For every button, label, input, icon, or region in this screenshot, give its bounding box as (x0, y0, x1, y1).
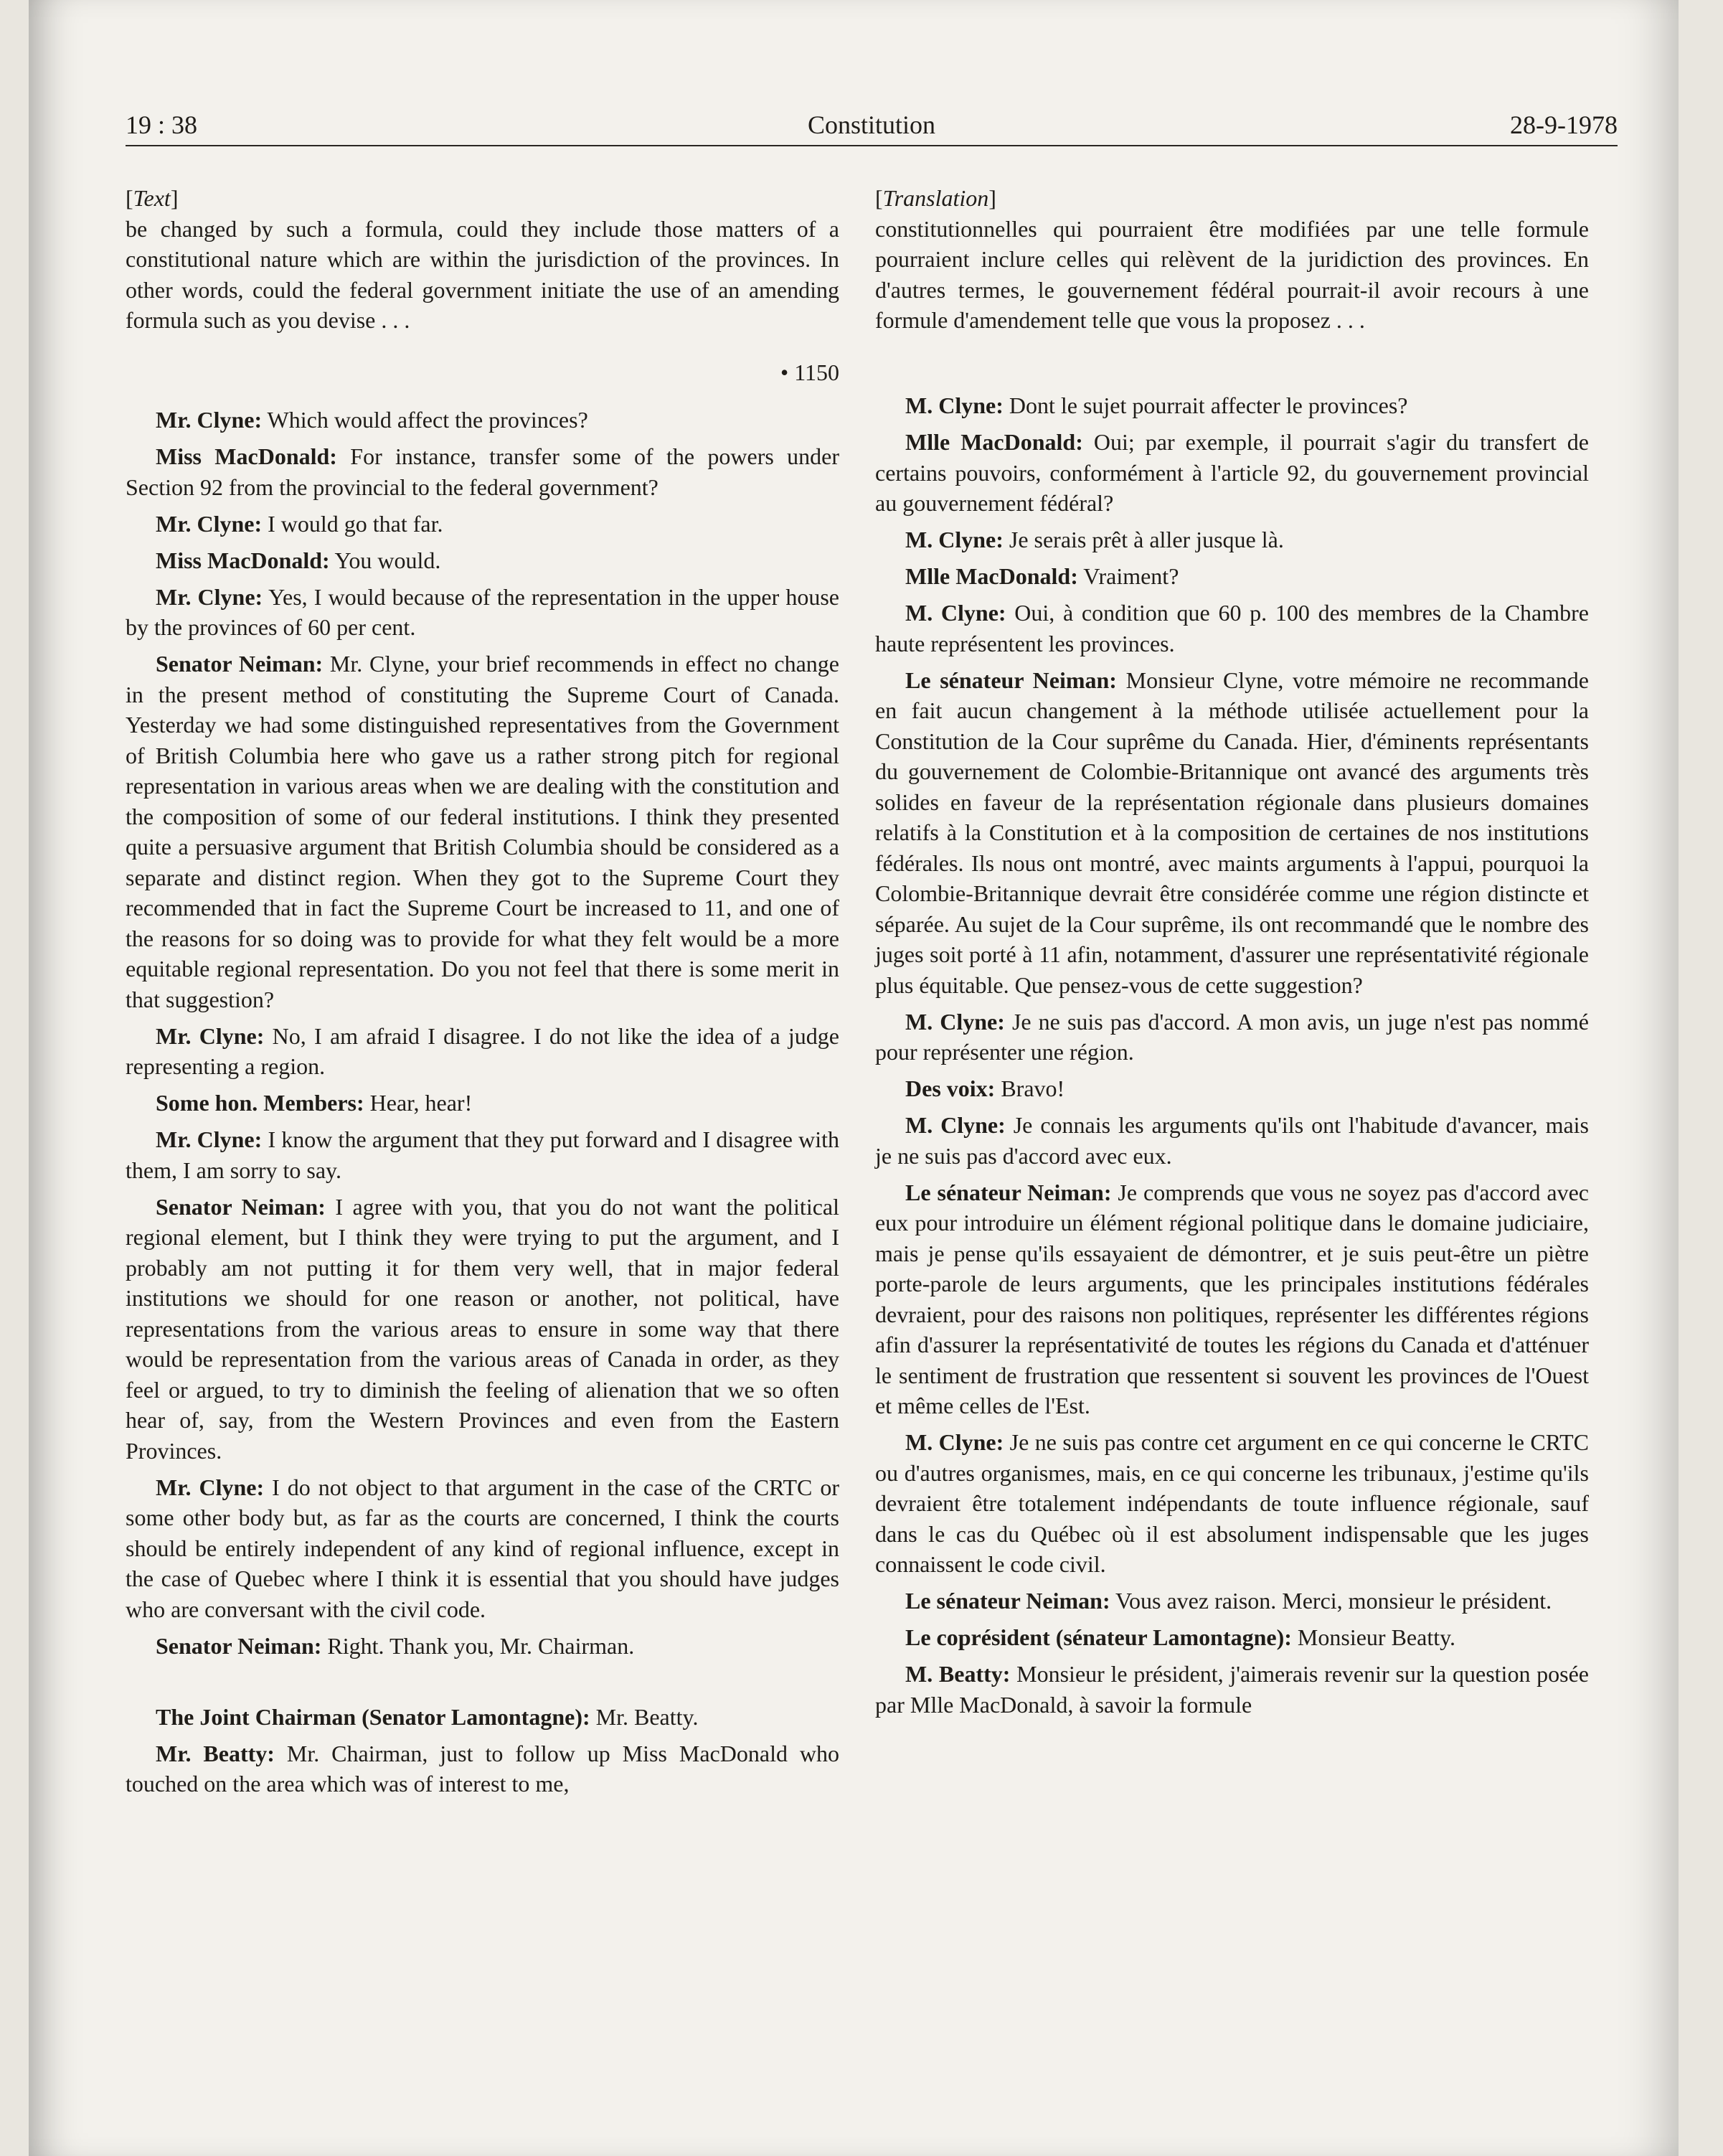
speech-paragraph (126, 1124, 839, 1185)
speech-text: Je connais les arguments qu'ils ont l'habitude d'avancer, mais je ne suis pas d'accord avec eux. (875, 1112, 1590, 1169)
speech-paragraph (875, 1586, 1589, 1616)
column-tag: [Text] (126, 185, 179, 211)
speech-paragraph (875, 665, 1589, 1001)
speaker-name: Mr. Clyne: (156, 510, 263, 537)
running-title: Constitution (807, 110, 936, 139)
speech-paragraph (875, 1659, 1589, 1720)
speaker-name: M. Clyne: (905, 392, 1004, 418)
intro-paragraph: constitutionnelles qui pourraient être modifiées par une telle formule pourraient inclure celles qui relèvent de la juridiction des provinces. En d'autres termes, le gouvernement fédéral pourrait-il avoir recours à une formule d'amendement telle que vous la proposez . . . (875, 215, 1589, 333)
speech-paragraph (126, 1472, 839, 1625)
speech-text: No, I am afraid I disagree. I do not like the idea of a judge representing a region. (126, 1022, 840, 1079)
speaker-name: Mr. Beatty: (156, 1740, 275, 1766)
issue-date: 28-9-1978 (1510, 110, 1618, 139)
speech-paragraph (126, 649, 839, 1015)
french-paragraphs (875, 390, 1589, 1720)
speech-paragraph (126, 582, 839, 643)
speaker-name: Le coprésident (sénateur Lamontagne): (905, 1624, 1292, 1650)
speaker-name: Senator Neiman: (156, 1632, 322, 1659)
speech-text: Yes, I would because of the representation in the upper house by the provinces of 60 per cent. (126, 583, 840, 640)
speaker-name: Le sénateur Neiman: (905, 667, 1117, 693)
speech-text: I agree with you, that you do not want the political regional element, but I think they were trying to put the argument, and I probably am not putting it for them very well, that in major federal institutions we should for one reason or another, not political, have representations from the various areas to ensure in some way that there would be representation from the various areas of Canada in order, as they feel or argued, to try to diminish the feeling of alienation that we so often hear of, say, from the Western Provinces and even from the Eastern Provinces. (126, 1193, 840, 1464)
speech-paragraph (875, 598, 1589, 659)
speech-paragraph (875, 561, 1589, 592)
speaker-name: Mr. Clyne: (156, 1474, 265, 1500)
speech-paragraph (875, 1110, 1589, 1171)
speech-text: Monsieur Clyne, votre mémoire ne recommande en fait aucun changement à la méthode utilisée actuellement pour la Constitution de la Cour suprême du Canada. Hier, d'éminents représentants du gouvernement de Colombie-Britannique ont avancé des arguments très solides en faveur de la représentation régionale dans plusieurs domaines relatifs à la Constitution et à la composition de certaines de nos institutions fédérales. Ils nous ont montré, avec maints arguments à l'appui, pourquoi la Colombie-Britannique devrait être considérée comme une région distincte et séparée. Au sujet de la Cour suprême, ils ont recommandé que le nombre des juges soit porté à 11 afin, notamment, d'assurer une représentativité régionale plus équitable. Que pensez-vous de cette suggestion? (875, 667, 1589, 998)
speech-text: Right. Thank you, Mr. Chairman. (321, 1632, 635, 1659)
speech-text: Monsieur Beatty. (1291, 1624, 1456, 1650)
speaker-name: Miss MacDonald: (156, 547, 330, 573)
speech-paragraph (126, 405, 839, 436)
speech-paragraph (875, 1007, 1589, 1068)
speech-paragraph (126, 1021, 839, 1082)
speech-text: Vraiment? (1077, 563, 1179, 589)
speech-paragraph (875, 1177, 1589, 1421)
speech-text: Mr. Beatty. (590, 1703, 699, 1730)
speech-paragraph (875, 427, 1589, 519)
speech-paragraph (126, 509, 839, 540)
time-marker: • 1150 (780, 359, 839, 385)
english-paragraphs-continued (126, 1702, 839, 1799)
speaker-name: Mr. Clyne: (156, 407, 263, 433)
speech-text: You would. (329, 547, 441, 573)
page-folio: 19 : 38 (126, 110, 198, 139)
speaker-name: Mr. Clyne: (156, 1022, 265, 1049)
speech-paragraph (126, 1192, 839, 1467)
speaker-name: Senator Neiman: (156, 651, 324, 677)
speech-paragraph (126, 1702, 839, 1733)
speech-paragraph (875, 1622, 1589, 1653)
speech-text: I know the argument that they put forward and I disagree with them, I am sorry to say. (126, 1126, 840, 1183)
speech-text: Monsieur le président, j'aimerais revenir sur la question posée par Mlle MacDonald, à savoir la formule (875, 1661, 1590, 1718)
speech-paragraph (875, 1073, 1589, 1104)
speech-text: Oui, à condition que 60 p. 100 des membres de la Chambre haute représentent les provinces. (875, 600, 1590, 656)
speaker-name: Senator Neiman: (156, 1193, 326, 1220)
speech-text: Hear, hear! (364, 1090, 473, 1116)
speaker-name: M. Clyne: (905, 1008, 1005, 1035)
speech-text: Bravo! (995, 1075, 1065, 1101)
page-header (126, 108, 1618, 146)
speech-paragraph (126, 545, 839, 576)
speech-text: Vous avez raison. Merci, monsieur le président. (1110, 1588, 1552, 1614)
document-page (29, 0, 1679, 2156)
speech-text: Je serais prêt à aller jusque là. (1003, 527, 1284, 552)
speech-paragraph (875, 390, 1589, 421)
speech-text: Oui; par exemple, il pourrait s'agir du transfert de certains pouvoirs, conformément à l'article 92, du gouvernement provincial au gouvernement fédéral? (875, 429, 1589, 516)
speech-paragraph (126, 1088, 839, 1119)
speaker-name: M. Clyne: (905, 600, 1006, 626)
speaker-name: M. Clyne: (905, 527, 1004, 552)
speaker-name: M. Clyne: (905, 1429, 1004, 1455)
speech-text: Je comprends que vous ne soyez pas d'accord avec eux pour introduire un élément régional politique dans le domaine judiciaire, mais je pense qu'ils essayaient de démontrer, et je suis peut-être un piètre porte-parole de leurs arguments, que les principales institutions fédérales devraient, pour des raisons non politiques, représenter les différentes régions afin d'assurer la représentativité de toutes les régions du Canada et d'atténuer le sentiment de frustration que ressentent si souvent les provinces de l'Ouest et même celles de l'Est. (875, 1179, 1590, 1418)
speech-text: Mr. Clyne, your brief recommends in effect no change in the present method of constituting the Supreme Court of Canada. Yesterday we had some distinguished representatives from the Government of British Columbia here who gave us a rather strong pitch for regional representation in various areas when we are dealing with the constitution and the composition of some of our federal institutions. I think they presented quite a persuasive argument that British Columbia should be considered as a separate and distinct region. When they got to the Supreme Court they recommended that in fact the Supreme Court be increased to 11, and one of the reasons for so doing was to provide for what they felt would be a more equitable regional representation. Do you not feel that there is some merit in that suggestion? (126, 651, 840, 1012)
speaker-name: Des voix: (905, 1075, 996, 1101)
speech-paragraph (126, 441, 839, 502)
column-tag: [Translation] (875, 185, 996, 211)
english-column (126, 183, 839, 1805)
speech-paragraph (875, 524, 1589, 555)
speaker-name: M. Beatty: (905, 1661, 1011, 1687)
speaker-name: Miss MacDonald: (156, 443, 337, 469)
speaker-name: Mlle MacDonald: (905, 563, 1078, 589)
speech-text: Which would affect the provinces? (262, 407, 588, 433)
speaker-name: Mr. Clyne: (156, 583, 263, 610)
speaker-name: Mlle MacDonald: (905, 429, 1083, 455)
speaker-name: The Joint Chairman (Senator Lamontagne): (156, 1703, 590, 1730)
speech-text: Je ne suis pas d'accord. A mon avis, un juge n'est pas nommé pour représenter une région. (875, 1008, 1590, 1065)
speech-paragraph (126, 1631, 839, 1662)
speaker-name: Le sénateur Neiman: (905, 1179, 1112, 1205)
speech-text: I do not object to that argument in the case of the CRTC or some other body but, as far as the courts are concerned, I think the courts should be entirely independent of any kind of regional influence, except in the case of Quebec where I think it is essential that you should have judges who are conversant with the civil code. (126, 1474, 840, 1622)
french-column (875, 183, 1589, 1726)
intro-paragraph: be changed by such a formula, could they include those matters of a constitutional nature which are within the jurisdiction of the provinces. In other words, could the federal government initiate the use of an amending formula such as you devise . . . (126, 215, 839, 333)
speaker-name: Mr. Clyne: (156, 1126, 263, 1152)
speech-text: Mr. Chairman, just to follow up Miss MacDonald who touched on the area which was of interest to me, (126, 1740, 840, 1797)
speech-paragraph (875, 1427, 1589, 1580)
speaker-name: M. Clyne: (905, 1112, 1006, 1138)
speech-text: I would go that far. (262, 510, 443, 537)
speech-text: For instance, transfer some of the powers under Section 92 from the provincial to the federal government? (126, 443, 840, 500)
speaker-name: Some hon. Members: (156, 1090, 364, 1116)
speech-text: Dont le sujet pourrait affecter le provinces? (1003, 392, 1408, 418)
speech-text: Je ne suis pas contre cet argument en ce qui concerne le CRTC ou d'autres organismes, mais, en ce qui concerne les tribunaux, j'estime qu'ils devraient être totalement indépendants de toute influence régionale, sauf dans le cas du Québec où il est absolument indispensable que les juges connaissent le code civil. (875, 1429, 1590, 1577)
english-paragraphs (126, 405, 839, 1661)
speech-paragraph (126, 1738, 839, 1799)
speaker-name: Le sénateur Neiman: (905, 1588, 1110, 1614)
